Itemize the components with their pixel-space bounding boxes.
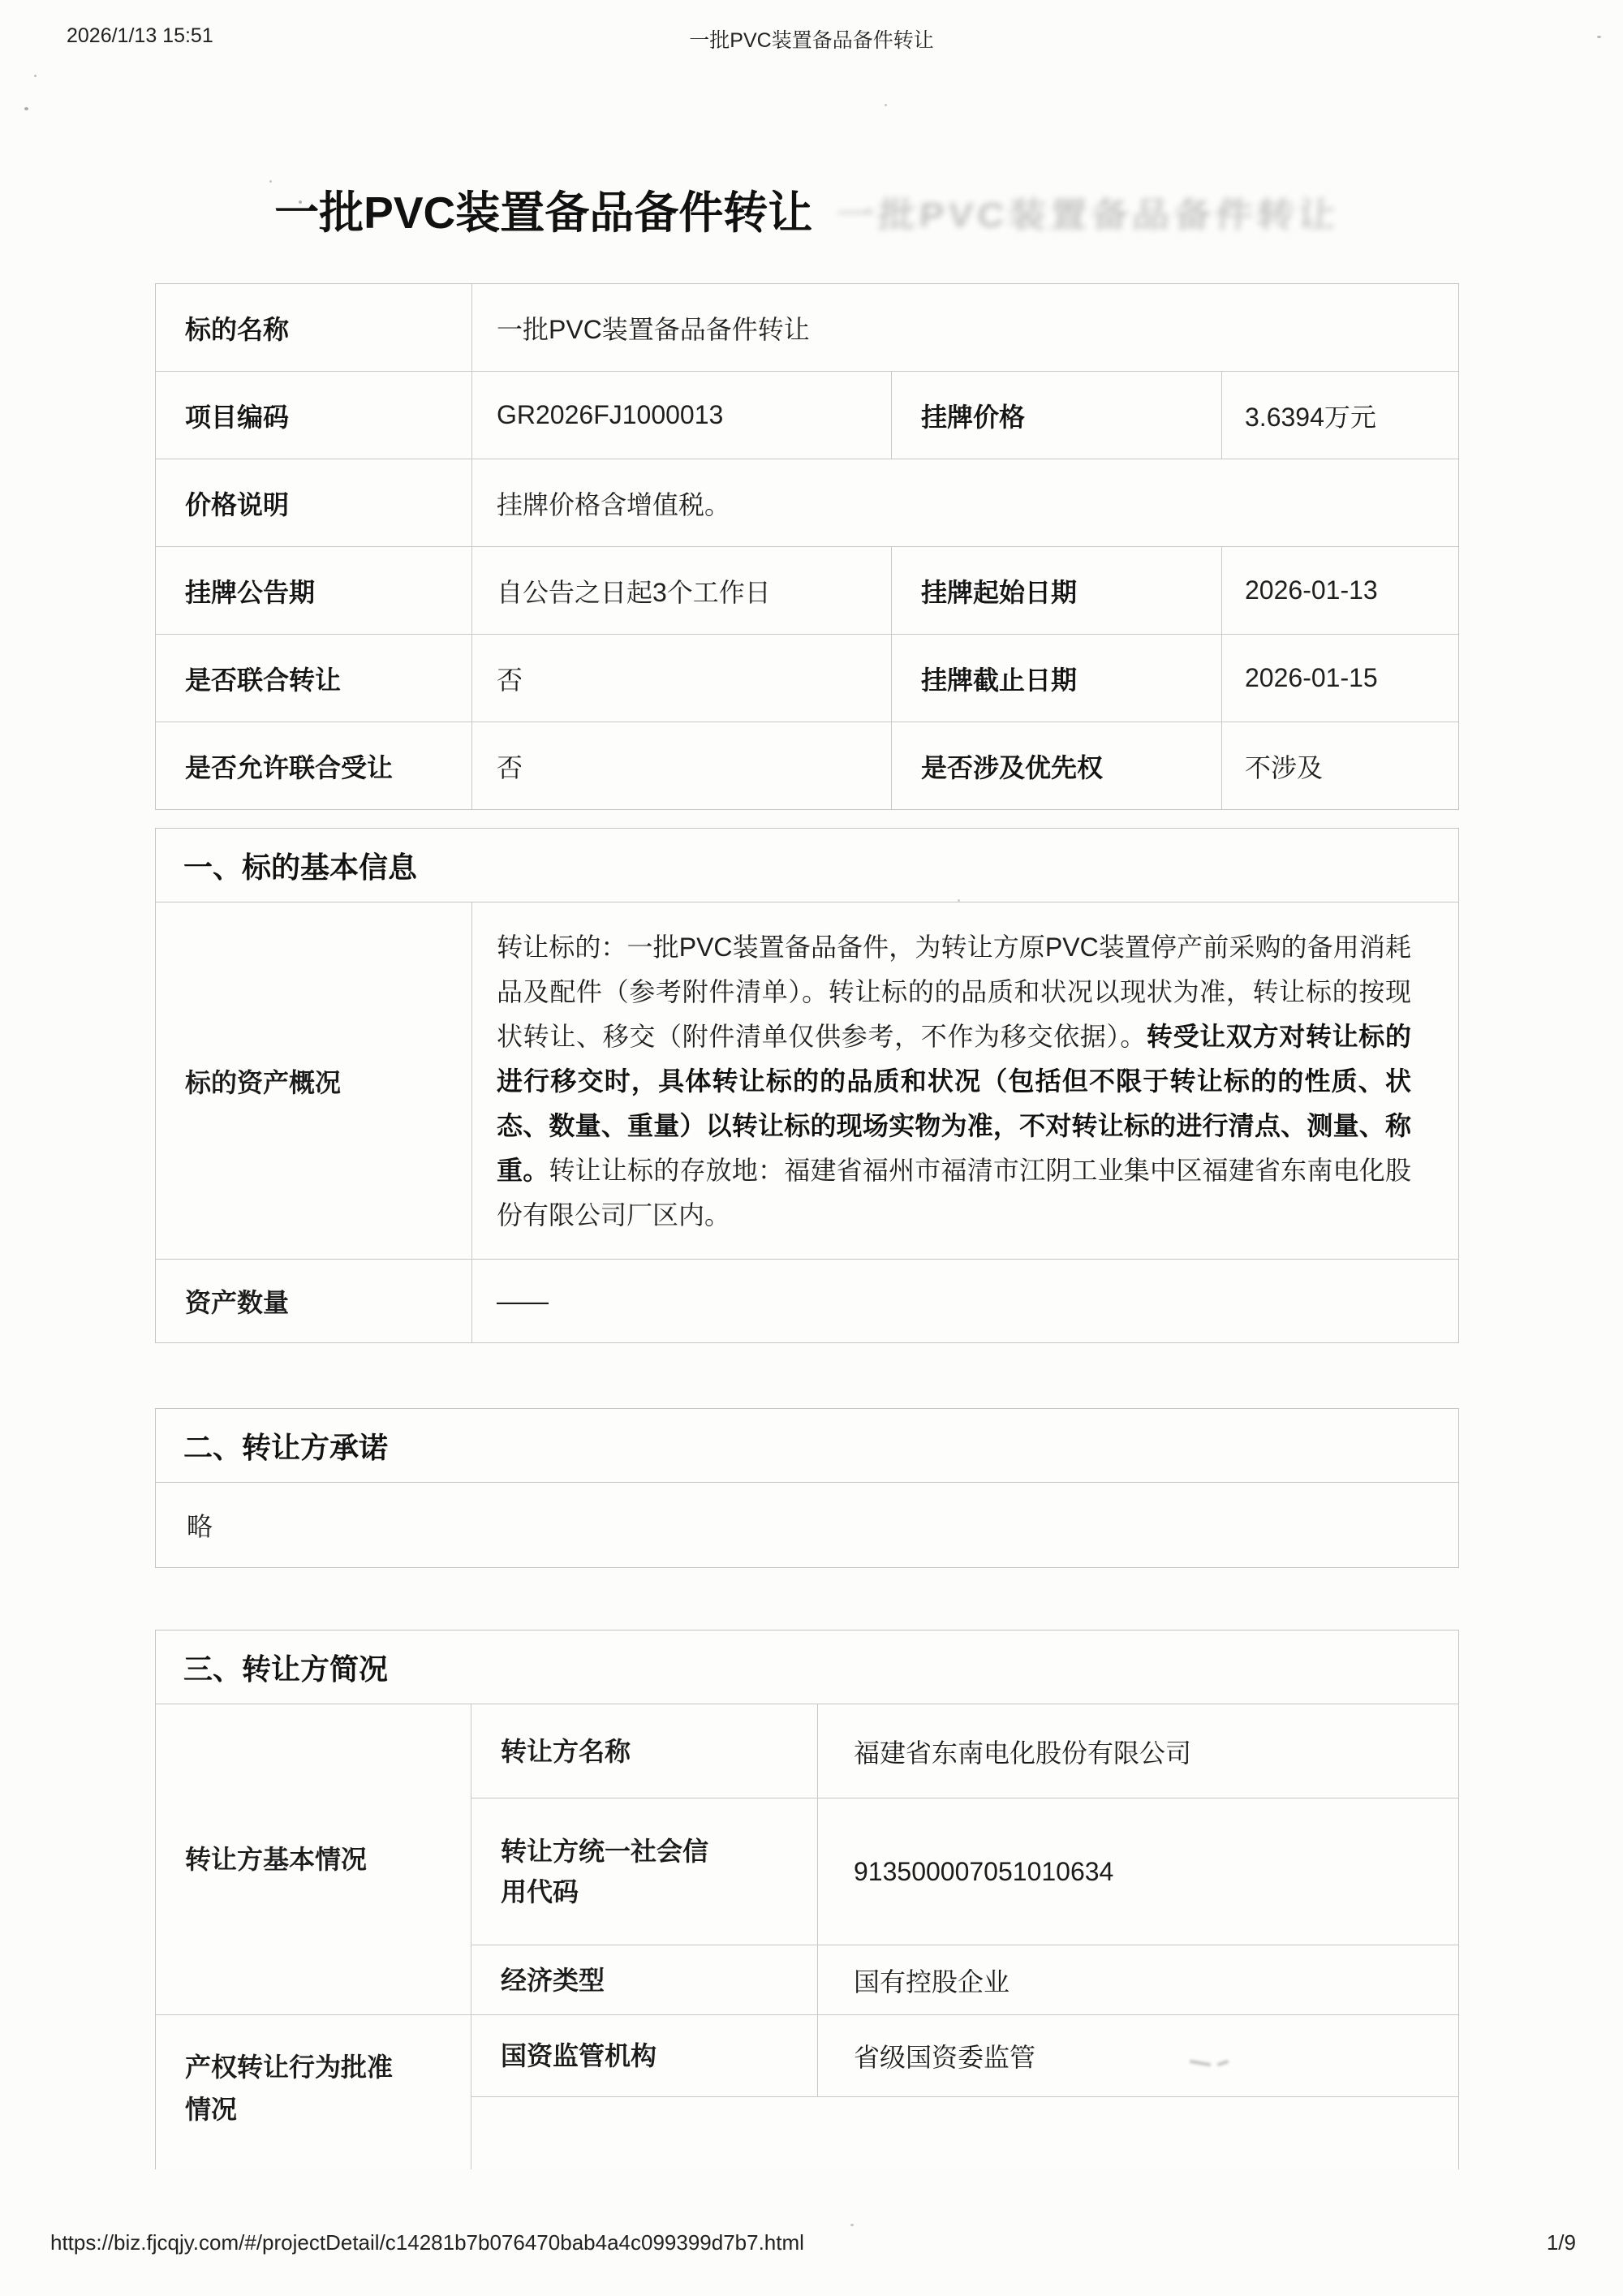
approval-status-rows <box>471 2015 1458 2169</box>
value-asset-overview <box>471 902 1458 1259</box>
asset-overview-part2-bold: 转受让双方对转让标的进行移交时，具体转让标的的品质和状况（包括但不限于转让标的的性质、状态、数量、重量）以转让标的现场实物为准，不对转让标的进行清点、测量、称重。 <box>497 1022 1411 1185</box>
section1-heading-text: 一、标的基本信息 <box>183 850 418 884</box>
print-footer-page-number: 1/9 <box>1546 2230 1576 2255</box>
section1-basic-info <box>155 828 1459 1343</box>
label-listing-price: 挂牌价格 <box>891 372 1221 459</box>
section2-content: 略 <box>187 1512 213 1541</box>
scan-speck <box>1597 36 1601 38</box>
scan-speck <box>958 899 960 902</box>
value-asset-quantity: —— <box>471 1260 1458 1342</box>
label-allow-joint-transferee: 是否允许联合受让 <box>185 752 394 782</box>
row-credit-code <box>471 1798 1458 1945</box>
label-joint-transfer: 是否联合转让 <box>185 665 342 695</box>
section3-heading-text: 三、转让方简况 <box>183 1652 389 1686</box>
table-row-subject-name <box>156 284 1458 371</box>
label-subject-name: 标的名称 <box>185 314 290 344</box>
label-asset-quantity: 资产数量 <box>185 1288 290 1317</box>
value-price-note: 挂牌价格含增值税。 <box>471 459 1458 546</box>
scan-speck <box>299 200 302 204</box>
label-price-note: 价格说明 <box>185 489 290 519</box>
value-sasac-supervision <box>817 2015 1458 2096</box>
section1-heading <box>156 829 1458 902</box>
section3-transferor-profile <box>155 1630 1459 2169</box>
value-listing-price: 3.6394万元 <box>1221 372 1458 459</box>
asset-overview-part3: 转让让标的存放地：福建省福州市福清市江阴工业集中区福建省东南电化股份有限公司厂区内。 <box>497 1156 1411 1230</box>
label-approval-status: 产权转让行为批准情况 <box>156 2015 471 2169</box>
scan-speck <box>269 180 272 183</box>
page-title <box>155 177 1459 241</box>
value-project-code: GR2026FJ1000013 <box>471 372 891 459</box>
value-subject-name: 一批PVC装置备品备件转让 <box>471 284 1458 371</box>
value-joint-transfer: 否 <box>471 635 891 722</box>
value-listing-end-date: 2026-01-15 <box>1221 635 1458 722</box>
label-credit-code: 转让方统一社会信用代码 <box>501 1837 709 1906</box>
transferor-basic-info-group <box>156 1704 1458 2014</box>
value-economic-type: 国有控股企业 <box>817 1945 1458 2014</box>
row-economic-type <box>471 1945 1458 2014</box>
value-listing-start-date: 2026-01-13 <box>1221 547 1458 634</box>
scan-speck <box>24 107 28 110</box>
label-listing-end-date: 挂牌截止日期 <box>891 635 1221 722</box>
value-credit-code: 913500007051010634 <box>817 1798 1458 1945</box>
asset-overview-part1: 转让标的：一批PVC装置备品备件，为转让方原PVC装置停产前采购的备用消耗品及配件（参考附件清单）。转让标的的品质和状况以现状为准，转让标的按现状转让、移交（附件清单仅供参考，不作为移交依据）。 <box>497 933 1411 1051</box>
print-footer <box>50 2230 1576 2255</box>
section3-heading <box>156 1630 1458 1704</box>
value-transferor-name: 福建省东南电化股份有限公司 <box>817 1704 1458 1798</box>
scan-speck <box>34 75 37 77</box>
table-row-allow-joint-transferee <box>156 722 1458 809</box>
print-header <box>0 24 1623 54</box>
row-sasac-supervision <box>471 2015 1458 2097</box>
scan-smudge-artifact <box>1190 2041 1235 2071</box>
value-allow-joint-transferee: 否 <box>471 722 891 809</box>
summary-table <box>155 283 1459 810</box>
scan-speck <box>850 2224 854 2226</box>
label-priority-right: 是否涉及优先权 <box>891 722 1221 809</box>
transferor-basic-info-rows <box>471 1704 1458 2014</box>
label-transferor-basic-info: 转让方基本情况 <box>156 1704 471 2014</box>
scan-speck <box>885 104 887 106</box>
page-title-text: 一批PVC装置备品备件转让 <box>274 187 813 238</box>
value-announcement-period: 自公告之日起3个工作日 <box>471 547 891 634</box>
label-listing-start-date: 挂牌起始日期 <box>891 547 1221 634</box>
table-row-joint-transfer <box>156 634 1458 722</box>
label-economic-type: 经济类型 <box>501 1965 605 1995</box>
title-ghost-scan-artifact: 一批PVC装置备品备件转让 <box>835 195 1341 235</box>
asset-overview-row <box>156 902 1458 1259</box>
section2-heading <box>156 1409 1458 1483</box>
print-doc-title: 一批PVC装置备品备件转让 <box>689 29 934 52</box>
table-row-project-code <box>156 371 1458 459</box>
label-sasac-supervision: 国资监管机构 <box>501 2041 657 2070</box>
table-row-announcement-period <box>156 546 1458 634</box>
document-body <box>155 177 1459 2169</box>
sasac-supervision-text: 省级国资委监管 <box>854 2043 1036 2072</box>
section2-transferor-commitment <box>155 1408 1459 1568</box>
label-asset-overview: 标的资产概况 <box>185 1067 342 1097</box>
asset-quantity-row <box>156 1259 1458 1342</box>
section2-heading-text: 二、转让方承诺 <box>183 1430 389 1464</box>
table-row-price-note <box>156 459 1458 546</box>
label-project-code: 项目编码 <box>185 402 290 432</box>
label-transferor-name: 转让方名称 <box>501 1736 631 1766</box>
label-announcement-period: 挂牌公告期 <box>185 577 316 607</box>
print-footer-url: https://biz.fjcqjy.com/#/projectDetail/c14281b7b076470bab4a4c099399d7b7.html <box>50 2230 804 2255</box>
row-transferor-name <box>471 1704 1458 1798</box>
value-priority-right: 不涉及 <box>1221 722 1458 809</box>
print-datetime: 2026/1/13 15:51 <box>67 24 213 47</box>
approval-status-group <box>156 2014 1458 2169</box>
